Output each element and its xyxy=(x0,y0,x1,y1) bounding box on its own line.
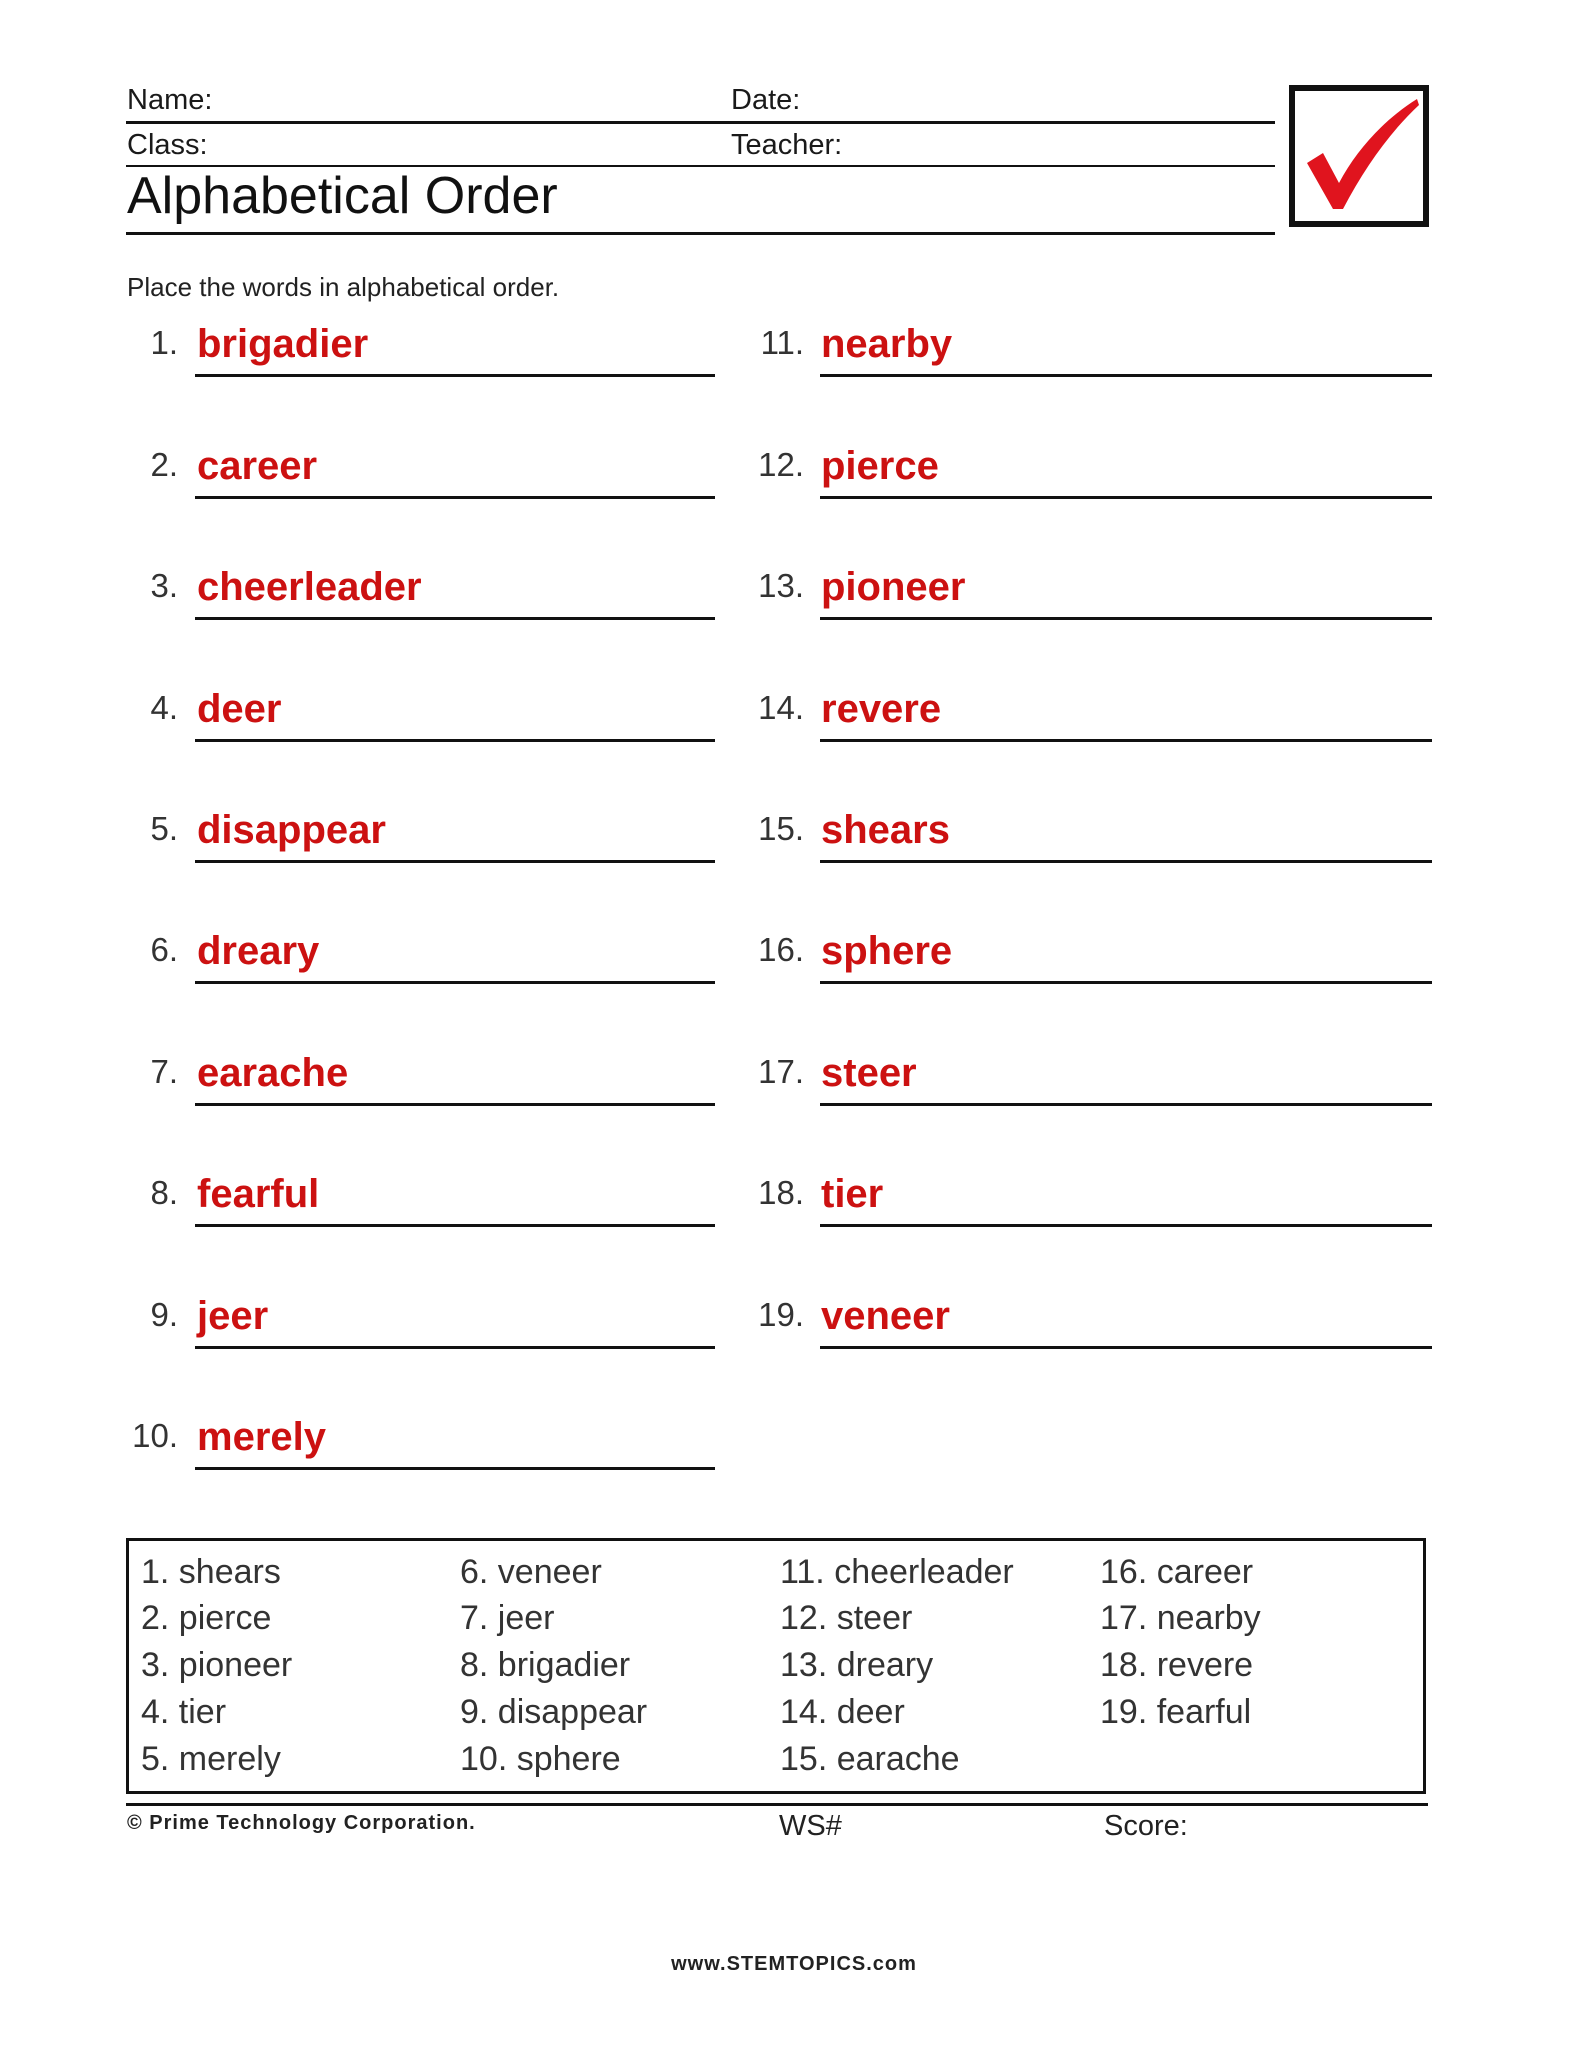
answer-word: nearby xyxy=(821,322,953,366)
answer-word: deer xyxy=(197,687,282,731)
answer-word: shears xyxy=(821,808,950,852)
answer-underline xyxy=(195,374,715,377)
answer-item xyxy=(752,565,1432,625)
instructions: Place the words in alphabetical order. xyxy=(127,272,560,302)
check-box xyxy=(1289,85,1429,227)
answer-number: 5. xyxy=(150,810,178,847)
answer-word: career xyxy=(197,444,318,488)
answer-underline xyxy=(820,1103,1432,1106)
answer-number: 17. xyxy=(758,1053,804,1090)
answer-underline xyxy=(195,1103,715,1106)
word-bank-item: 8. brigadier xyxy=(460,1646,631,1684)
answer-underline xyxy=(195,1224,715,1227)
word-bank-item: 14. deer xyxy=(780,1693,905,1731)
answer-word: cheerleader xyxy=(197,565,422,609)
answer-item xyxy=(130,1051,715,1111)
answer-word: merely xyxy=(197,1415,326,1459)
answer-number: 14. xyxy=(758,689,804,726)
answer-underline xyxy=(195,617,715,620)
answer-number: 11. xyxy=(760,324,804,361)
answer-item xyxy=(130,808,715,868)
header-divider-top xyxy=(126,121,1275,124)
class-label: Class: xyxy=(127,129,208,161)
answer-item xyxy=(752,1172,1432,1232)
answer-number: 8. xyxy=(150,1174,178,1211)
footer-divider xyxy=(126,1803,1428,1806)
word-bank-item: 12. steer xyxy=(780,1599,913,1637)
answer-underline xyxy=(820,1346,1432,1349)
answer-word: disappear xyxy=(197,808,386,852)
answer-item xyxy=(752,1051,1432,1111)
answer-underline xyxy=(820,739,1432,742)
answer-underline xyxy=(820,1224,1432,1227)
word-bank-item: 3. pioneer xyxy=(141,1646,293,1684)
answer-item xyxy=(130,929,715,989)
word-bank-item: 19. fearful xyxy=(1100,1693,1252,1731)
page-title: Alphabetical Order xyxy=(127,167,558,225)
word-bank-item: 11. cheerleader xyxy=(780,1553,1014,1591)
answer-underline xyxy=(195,860,715,863)
answer-item xyxy=(752,444,1432,504)
word-bank-item: 2. pierce xyxy=(141,1599,272,1637)
copyright-notice: © Prime Technology Corporation. xyxy=(127,1812,476,1834)
answer-item xyxy=(752,322,1432,382)
word-bank-item: 5. merely xyxy=(141,1740,281,1778)
ws-number-label: WS# xyxy=(779,1810,842,1842)
answer-item xyxy=(130,1172,715,1232)
answer-item xyxy=(130,565,715,625)
word-bank-item: 17. nearby xyxy=(1100,1599,1261,1637)
answer-item xyxy=(752,808,1432,868)
answer-word: fearful xyxy=(197,1172,320,1216)
answer-word: jeer xyxy=(197,1294,269,1338)
answer-word: pioneer xyxy=(821,565,966,609)
name-label: Name: xyxy=(127,84,213,116)
word-bank-item: 18. revere xyxy=(1100,1646,1254,1684)
answer-number: 12. xyxy=(758,446,804,483)
answer-word: tier xyxy=(821,1172,884,1216)
answer-item xyxy=(130,1294,715,1354)
answer-underline xyxy=(195,496,715,499)
answer-word: brigadier xyxy=(197,322,369,366)
answer-underline xyxy=(195,1346,715,1349)
answer-underline xyxy=(195,1467,715,1470)
answer-number: 18. xyxy=(758,1174,804,1211)
answer-underline xyxy=(820,617,1432,620)
answer-item xyxy=(130,687,715,747)
word-bank-item: 4. tier xyxy=(141,1693,227,1731)
header-divider-bottom xyxy=(126,232,1275,235)
word-bank-item: 10. sphere xyxy=(460,1740,621,1778)
checkmark-icon xyxy=(1295,91,1423,221)
answer-item xyxy=(130,1415,715,1475)
answer-underline xyxy=(820,981,1432,984)
answer-number: 9. xyxy=(150,1296,178,1333)
answer-number: 13. xyxy=(758,567,804,604)
answer-number: 16. xyxy=(758,931,804,968)
answer-number: 7. xyxy=(150,1053,178,1090)
answer-number: 2. xyxy=(150,446,178,483)
answer-number: 4. xyxy=(150,689,178,726)
answer-number: 6. xyxy=(150,931,178,968)
word-bank-item: 9. disappear xyxy=(460,1693,648,1731)
answer-word: dreary xyxy=(197,929,320,973)
answer-word: earache xyxy=(197,1051,349,1095)
answer-number: 1. xyxy=(150,324,178,361)
answer-number: 3. xyxy=(150,567,178,604)
answer-item xyxy=(752,1294,1432,1354)
answer-number: 19. xyxy=(758,1296,804,1333)
date-label: Date: xyxy=(731,84,801,116)
answer-word: sphere xyxy=(821,929,953,973)
answer-underline xyxy=(820,374,1432,377)
answer-item xyxy=(752,687,1432,747)
answer-word: pierce xyxy=(821,444,939,488)
word-bank xyxy=(126,1538,1426,1794)
word-bank-item: 13. dreary xyxy=(780,1646,934,1684)
answer-number: 15. xyxy=(758,810,804,847)
answer-underline xyxy=(820,496,1432,499)
answer-underline xyxy=(195,739,715,742)
score-label: Score: xyxy=(1104,1810,1188,1842)
word-bank-item: 6. veneer xyxy=(460,1553,602,1591)
answer-word: veneer xyxy=(821,1294,950,1338)
website-url: www.STEMTOPICS.com xyxy=(671,1953,917,1975)
word-bank-item: 16. career xyxy=(1100,1553,1254,1591)
word-bank-item: 7. jeer xyxy=(460,1599,555,1637)
answer-item xyxy=(130,444,715,504)
teacher-label: Teacher: xyxy=(731,129,843,161)
word-bank-item: 1. shears xyxy=(141,1553,281,1591)
answer-underline xyxy=(195,981,715,984)
answer-word: steer xyxy=(821,1051,917,1095)
answer-item xyxy=(752,929,1432,989)
word-bank-item: 15. earache xyxy=(780,1740,960,1778)
answer-number: 10. xyxy=(132,1417,178,1454)
answer-word: revere xyxy=(821,687,942,731)
answer-item xyxy=(130,322,715,382)
answer-underline xyxy=(820,860,1432,863)
